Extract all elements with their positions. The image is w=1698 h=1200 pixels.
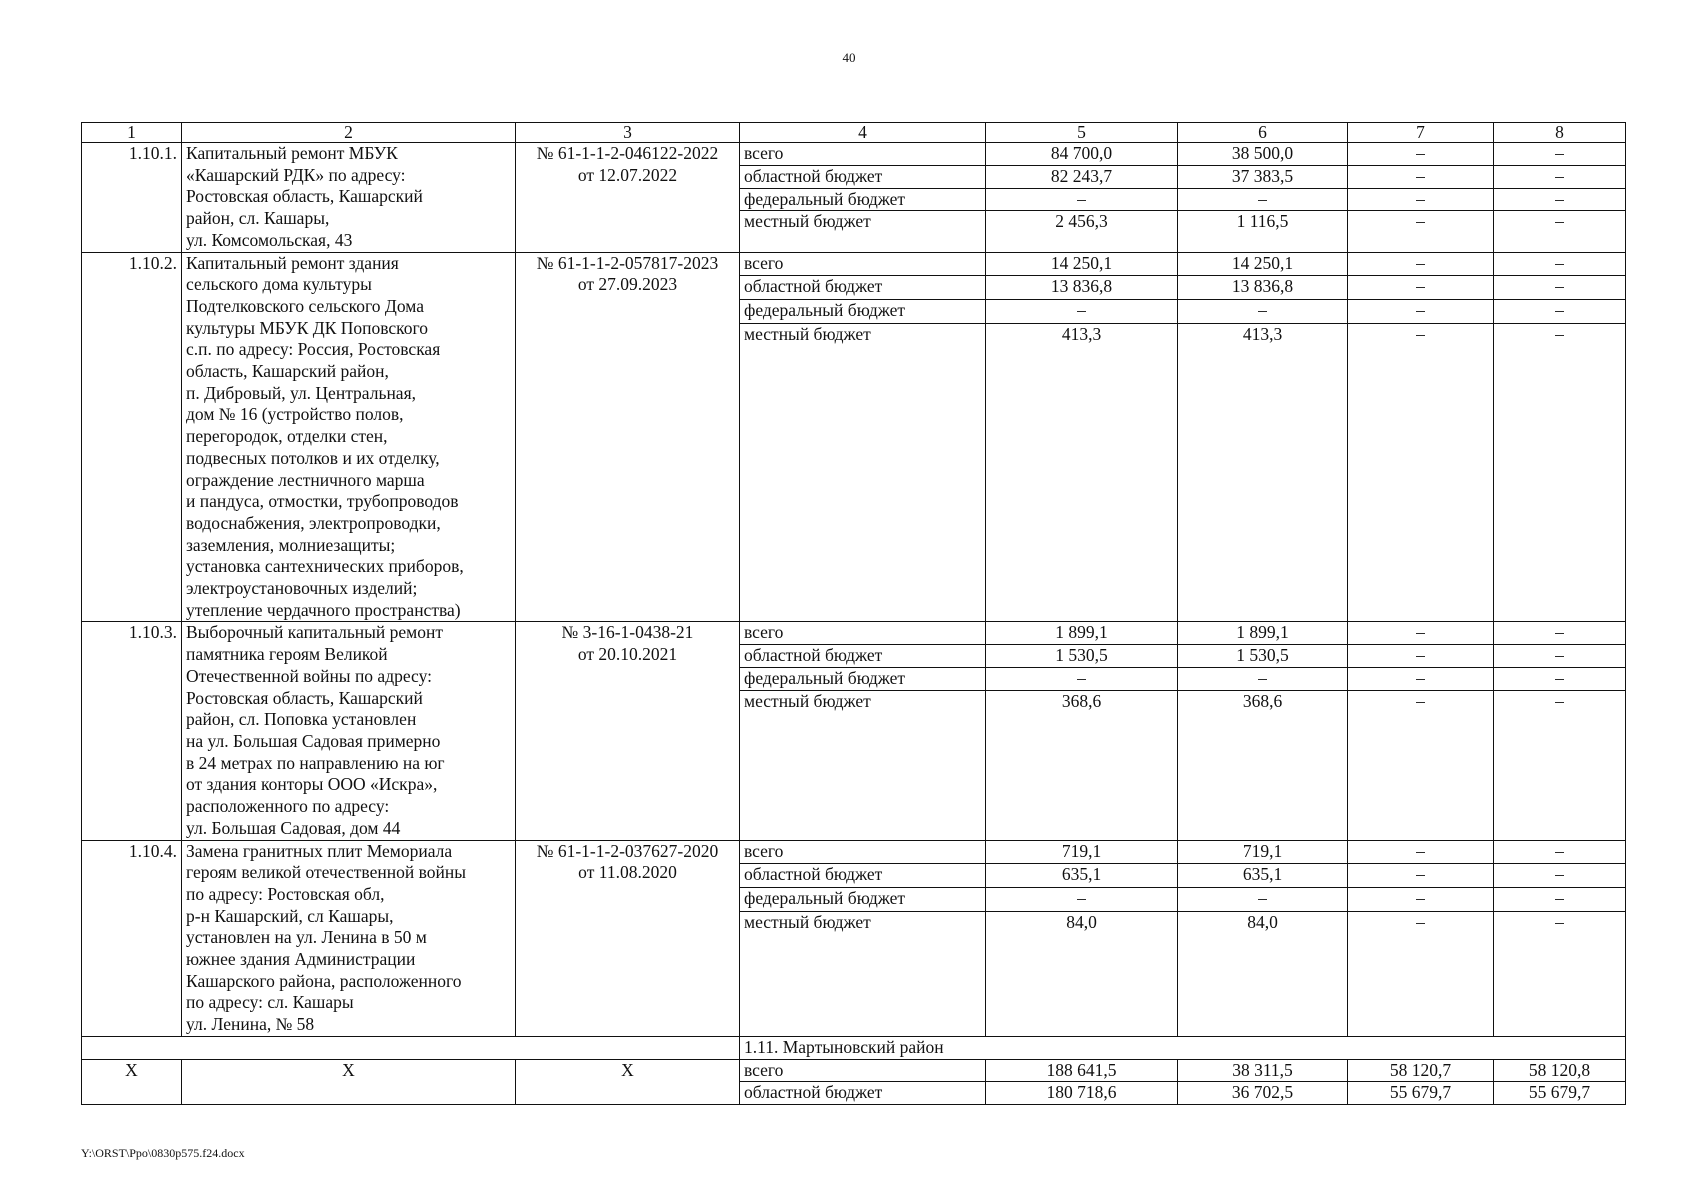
amount-cell-c6: 413,3 bbox=[1178, 324, 1348, 622]
funding-source-label: федеральный бюджет bbox=[740, 668, 986, 691]
amount-cell-c7: – bbox=[1348, 645, 1494, 668]
amount-cell-c6: 1 530,5 bbox=[1178, 645, 1348, 668]
amount-cell-c8: – bbox=[1494, 622, 1626, 645]
header-row bbox=[82, 123, 1626, 143]
amount-cell-c7: 55 679,7 bbox=[1348, 1082, 1494, 1105]
header-cell: 1 bbox=[82, 123, 182, 143]
amount-cell-c5: 180 718,6 bbox=[986, 1082, 1178, 1105]
funding-source-label: областной бюджет bbox=[740, 864, 986, 888]
item-description: Выборочный капитальный ремонт памятника героям Великой Отечественной войны по адресу: Ростовская область, Кашарский район, сл. Поповка установлен на ул. Большая Садовая примерно в 24 метрах по направлению на юг от здания конторы ООО «Искра», расположенного по адресу: ул. Большая Садовая, дом 44 bbox=[182, 622, 516, 840]
amount-cell-c6: – bbox=[1178, 668, 1348, 691]
header-cell: 7 bbox=[1348, 123, 1494, 143]
amount-cell-c8: 55 679,7 bbox=[1494, 1082, 1626, 1105]
funding-source-label: всего bbox=[740, 840, 986, 864]
amount-cell-c5: 14 250,1 bbox=[986, 252, 1178, 276]
amount-cell-c5: 2 456,3 bbox=[986, 211, 1178, 252]
item-description: Замена гранитных плит Мемориала героям великой отечественной войны по адресу: Ростовская обл, р-н Кашарский, сл Кашары, установлен на ул. Ленина в 50 м южнее здания Администрации Кашарского района, расположенного по адресу: сл. Кашары ул. Ленина, № 58 bbox=[182, 840, 516, 1036]
amount-cell-c6: – bbox=[1178, 188, 1348, 211]
expertise-document: № 3-16-1-0438-21 от 20.10.2021 bbox=[516, 622, 740, 840]
amount-cell-c7: – bbox=[1348, 864, 1494, 888]
funding-source-label: местный бюджет bbox=[740, 911, 986, 1036]
amount-cell-c5: 188 641,5 bbox=[986, 1059, 1178, 1082]
amount-cell-c7: – bbox=[1348, 300, 1494, 324]
amount-cell-c7: 58 120,7 bbox=[1348, 1059, 1494, 1082]
amount-cell-c8: – bbox=[1494, 211, 1626, 252]
section-empty-cell bbox=[82, 1036, 740, 1059]
amount-cell-c8: – bbox=[1494, 668, 1626, 691]
funding-source-label: всего bbox=[740, 252, 986, 276]
header-cell: 5 bbox=[986, 123, 1178, 143]
table-row bbox=[82, 840, 1626, 864]
funding-source-label: областной бюджет bbox=[740, 165, 986, 188]
amount-cell-c5: – bbox=[986, 668, 1178, 691]
amount-cell-c6: 1 899,1 bbox=[1178, 622, 1348, 645]
item-code: 1.10.3. bbox=[82, 622, 182, 840]
funding-source-label: областной бюджет bbox=[740, 1082, 986, 1105]
amount-cell-c8: – bbox=[1494, 911, 1626, 1036]
table-row bbox=[82, 143, 1626, 166]
funding-source-label: федеральный бюджет bbox=[740, 887, 986, 911]
amount-cell-c5: – bbox=[986, 300, 1178, 324]
expertise-document: № 61-1-1-2-037627-2020 от 11.08.2020 bbox=[516, 840, 740, 1036]
amount-cell-c5: 84,0 bbox=[986, 911, 1178, 1036]
funding-source-label: местный бюджет bbox=[740, 691, 986, 840]
amount-cell-c8: – bbox=[1494, 864, 1626, 888]
amount-cell-c6: 719,1 bbox=[1178, 840, 1348, 864]
amount-cell-c5: 719,1 bbox=[986, 840, 1178, 864]
item-code: 1.10.4. bbox=[82, 840, 182, 1036]
amount-cell-c8: – bbox=[1494, 645, 1626, 668]
amount-cell-c8: 58 120,8 bbox=[1494, 1059, 1626, 1082]
header-cell: 2 bbox=[182, 123, 516, 143]
amount-cell-c5: 1 899,1 bbox=[986, 622, 1178, 645]
header-cell: 3 bbox=[516, 123, 740, 143]
amount-cell-c5: 82 243,7 bbox=[986, 165, 1178, 188]
amount-cell-c5: 413,3 bbox=[986, 324, 1178, 622]
amount-cell-c7: – bbox=[1348, 668, 1494, 691]
funding-source-label: местный бюджет bbox=[740, 211, 986, 252]
amount-cell-c8: – bbox=[1494, 252, 1626, 276]
amount-cell-c6: 1 116,5 bbox=[1178, 211, 1348, 252]
item-description: Капитальный ремонт здания сельского дома культуры Подтелковского сельского Дома культуры МБУК ДК Поповского с.п. по адресу: Россия, Ростовская область, Кашарский район, п. Дибровый, ул. Центральная, дом № 16 (устройство полов, перегородок, отделки стен, подвесных потолков и их отделку, ограждение лестничного марша и пандуса, отмостки, трубопроводов водоснабжения, электропроводки, заземления, молниезащиты; установка сантехнических приборов, электроустановочных изделий; утепление чердачного пространства) bbox=[182, 252, 516, 622]
funding-source-label: всего bbox=[740, 1059, 986, 1082]
amount-cell-c6: 38 311,5 bbox=[1178, 1059, 1348, 1082]
funding-source-label: областной бюджет bbox=[740, 645, 986, 668]
amount-cell-c5: – bbox=[986, 887, 1178, 911]
amount-cell-c5: 84 700,0 bbox=[986, 143, 1178, 166]
amount-cell-c6: 13 836,8 bbox=[1178, 276, 1348, 300]
amount-cell-c5: 13 836,8 bbox=[986, 276, 1178, 300]
table-row bbox=[82, 1059, 1626, 1082]
amount-cell-c8: – bbox=[1494, 840, 1626, 864]
section-row bbox=[82, 1036, 1626, 1059]
amount-cell-c7: – bbox=[1348, 276, 1494, 300]
funding-source-label: местный бюджет bbox=[740, 324, 986, 622]
amount-cell-c7: – bbox=[1348, 188, 1494, 211]
amount-cell-c8: – bbox=[1494, 300, 1626, 324]
table-row bbox=[82, 622, 1626, 645]
table-body bbox=[82, 123, 1626, 1105]
funding-source-label: всего bbox=[740, 622, 986, 645]
amount-cell-c5: – bbox=[986, 188, 1178, 211]
item-description: Капитальный ремонт МБУК «Кашарский РДК» по адресу: Ростовская область, Кашарский район, сл. Кашары, ул. Комсомольская, 43 bbox=[182, 143, 516, 253]
x-marker: Х bbox=[516, 1059, 740, 1104]
expertise-document: № 61-1-1-2-057817-2023 от 27.09.2023 bbox=[516, 252, 740, 622]
amount-cell-c6: 38 500,0 bbox=[1178, 143, 1348, 166]
header-cell: 8 bbox=[1494, 123, 1626, 143]
amount-cell-c6: 37 383,5 bbox=[1178, 165, 1348, 188]
amount-cell-c5: 1 530,5 bbox=[986, 645, 1178, 668]
amount-cell-c7: – bbox=[1348, 691, 1494, 840]
amount-cell-c6: 635,1 bbox=[1178, 864, 1348, 888]
file-path-footer: Y:\ORST\Ppo\0830p575.f24.docx bbox=[81, 1146, 245, 1160]
amount-cell-c6: 14 250,1 bbox=[1178, 252, 1348, 276]
header-cell: 6 bbox=[1178, 123, 1348, 143]
amount-cell-c8: – bbox=[1494, 324, 1626, 622]
amount-cell-c7: – bbox=[1348, 252, 1494, 276]
amount-cell-c7: – bbox=[1348, 622, 1494, 645]
amount-cell-c8: – bbox=[1494, 887, 1626, 911]
amount-cell-c5: 368,6 bbox=[986, 691, 1178, 840]
item-code: 1.10.1. bbox=[82, 143, 182, 253]
x-marker: Х bbox=[182, 1059, 516, 1104]
amount-cell-c7: – bbox=[1348, 911, 1494, 1036]
expertise-document: № 61-1-1-2-046122-2022 от 12.07.2022 bbox=[516, 143, 740, 253]
funding-source-label: областной бюджет bbox=[740, 276, 986, 300]
amount-cell-c7: – bbox=[1348, 840, 1494, 864]
amount-cell-c6: 36 702,5 bbox=[1178, 1082, 1348, 1105]
funding-source-label: федеральный бюджет bbox=[740, 300, 986, 324]
amount-cell-c8: – bbox=[1494, 143, 1626, 166]
funding-source-label: федеральный бюджет bbox=[740, 188, 986, 211]
amount-cell-c7: – bbox=[1348, 887, 1494, 911]
budget-table bbox=[81, 122, 1626, 1105]
amount-cell-c7: – bbox=[1348, 324, 1494, 622]
amount-cell-c6: 84,0 bbox=[1178, 911, 1348, 1036]
item-code: 1.10.2. bbox=[82, 252, 182, 622]
amount-cell-c5: 635,1 bbox=[986, 864, 1178, 888]
header-cell: 4 bbox=[740, 123, 986, 143]
amount-cell-c6: 368,6 bbox=[1178, 691, 1348, 840]
amount-cell-c8: – bbox=[1494, 691, 1626, 840]
section-title: 1.11. Мартыновский район bbox=[740, 1036, 1626, 1059]
amount-cell-c7: – bbox=[1348, 165, 1494, 188]
amount-cell-c8: – bbox=[1494, 188, 1626, 211]
amount-cell-c8: – bbox=[1494, 276, 1626, 300]
funding-source-label: всего bbox=[740, 143, 986, 166]
amount-cell-c8: – bbox=[1494, 165, 1626, 188]
x-marker: Х bbox=[82, 1059, 182, 1104]
table-row bbox=[82, 252, 1626, 276]
amount-cell-c7: – bbox=[1348, 143, 1494, 166]
amount-cell-c7: – bbox=[1348, 211, 1494, 252]
page-number: 40 bbox=[842, 50, 856, 65]
amount-cell-c6: – bbox=[1178, 300, 1348, 324]
amount-cell-c6: – bbox=[1178, 887, 1348, 911]
